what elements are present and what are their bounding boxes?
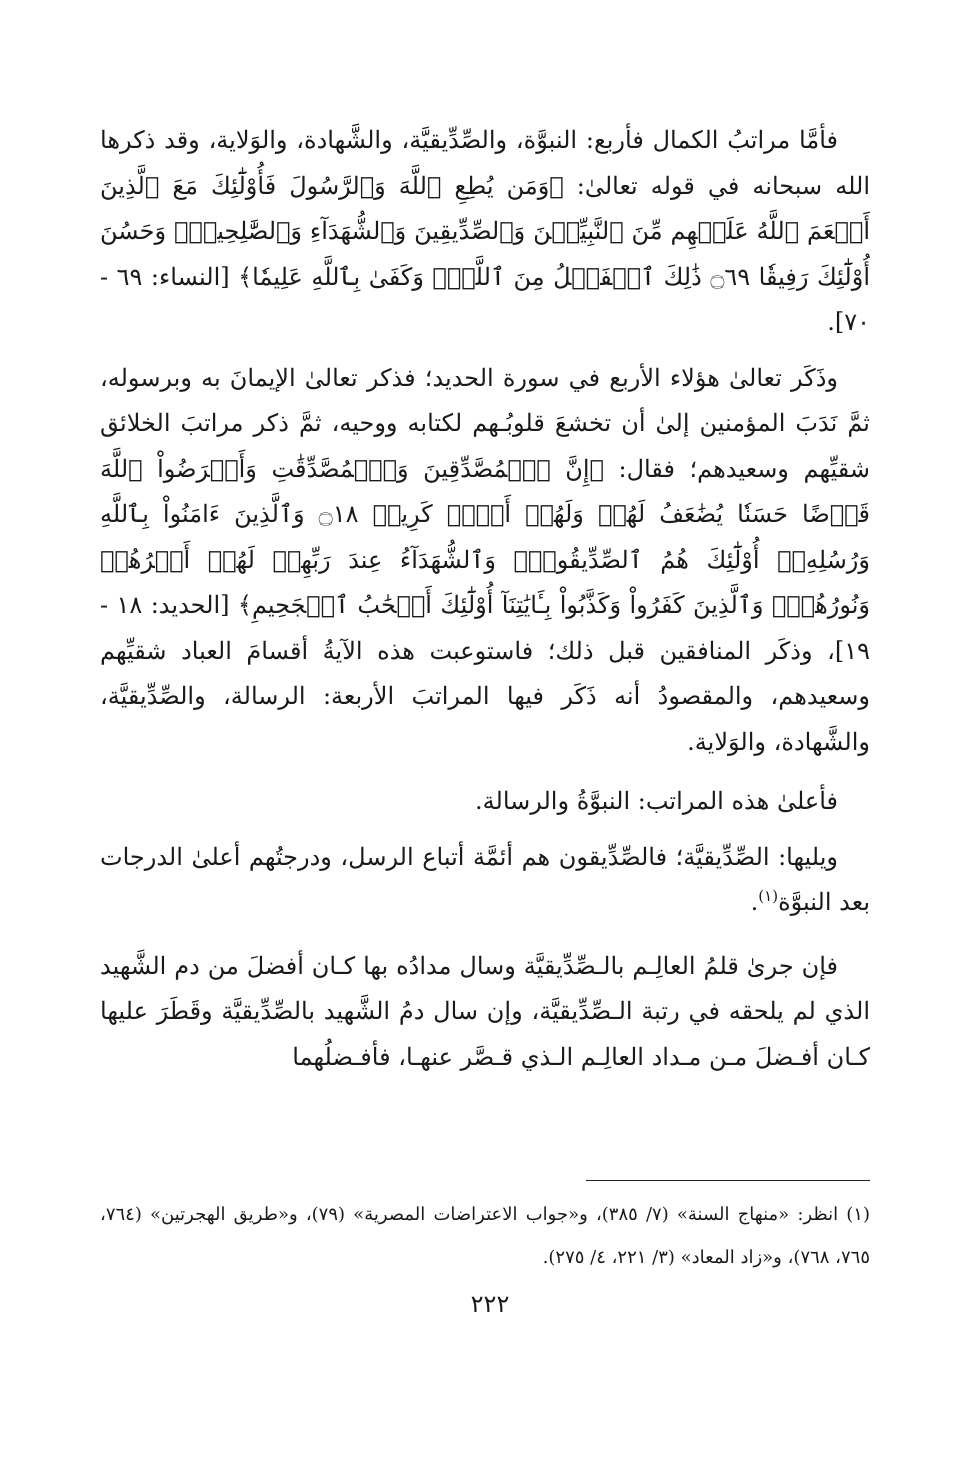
paragraph-siddiqiyya-end: . — [750, 888, 759, 916]
page-body — [100, 118, 870, 1080]
footnote-text: (١) انظر: «منهاج السنة» (٧/ ٣٨٥)، و«جواب الاعتراضات المصرية» (٧٩)، و«طريق الهجرتين» (٧٦٤، ٧٦٥، ٧٦٨)، و«زاد المعاد» (٣/ ٢٢١، ٤/ ٢٧٥). — [100, 1204, 870, 1268]
page-number: ٢٢٢ — [470, 1290, 510, 1318]
paragraph-highest-ranks: فأعلىٰ هذه المراتب: النبوَّةُ والرسالة. — [475, 787, 838, 815]
footnote-separator — [586, 1180, 870, 1181]
paragraph-scholar-ink: فإن جرىٰ قلمُ العالِـم بالـصِّدِّيقيَّة وسال مدادُه بها كـان أفضلَ من دم الشَّهيد الذي لم يلحقه في رتبة الـصِّدِّيقيَّة، وإن سال دمُ الشَّهيد بالصِّدِّيقيَّة وقَطَرَ عليها كـان أفـضلَ مـن مـداد العالِـم الـذي قـصَّر عنهـا، فأفـضلُهما — [100, 951, 870, 1071]
paragraph-surat-al-hadid: وذَكَر تعالىٰ هؤلاء الأربع في سورة الحديد؛ فذكر تعالىٰ الإيمانَ به وبرسوله، ثمَّ نَدَبَ المؤمنين إلىٰ أن تخشعَ قلوبُـهم لكتابه ووحيه، ثمَّ ذكر مراتبَ الخلائق شقيِّهم وسعيدهم؛ فقال: ﴿إِنَّ ٱلۡمُصَّدِّقِينَ وَٱلۡمُصَّدِّقَٰتِ وَأَقۡرَضُواْ ٱللَّهَ قَرۡضًا حَسَنٗا يُضَٰعَفُ لَهُمۡ وَلَهُمۡ أَجۡرٞ كَرِيمٞ ۝١٨ وَٱلَّذِينَ ءَامَنُواْ بِٱللَّهِ وَرُسُلِهِۦٓ أُوْلَٰٓئِكَ هُمُ ٱلصِّدِّيقُونَۖ وَٱلشُّهَدَآءُ عِندَ رَبِّهِمۡ لَهُمۡ أَجۡرُهُمۡ وَنُورُهُمۡۖ وَٱلَّذِينَ كَفَرُواْ وَكَذَّبُواْ بِـَٔايَٰتِنَآ أُوْلَٰٓئِكَ أَصۡحَٰبُ ٱلۡجَحِيمِ﴾ [الحديد: ١٨ - ١٩]، وذكَر المنافقين قبل ذلك؛ فاستوعبت هذه الآيةُ أقسامَ العباد شقيِّهم وسعيدهم، والمقصودُ أنه ذَكَر فيها المراتبَ الأربعة: الرسالة، والصِّدِّيقيَّة، والشَّهادة، والوَلاية. — [100, 363, 870, 756]
footnote-reference: (١) — [758, 887, 779, 905]
paragraph-siddiqiyya — [100, 835, 870, 926]
paragraph-siddiqiyya-text: ويليها: الصِّدِّيقيَّة؛ فالصِّدِّيقون هم أئمَّة أتباع الرسل، ودرجتُهم أعلىٰ الدرجات بعد النبوَّة — [100, 842, 870, 916]
paragraph-ranks-of-perfection: فأمَّا مراتبُ الكمال فأربع: النبوَّة، والصِّدِّيقيَّة، والشَّهادة، والوَلاية، وقد ذكرها الله سبحانه في قوله تعالىٰ: ﴿وَمَن يُطِعِ ٱللَّهَ وَٱلرَّسُولَ فَأُوْلَٰٓئِكَ مَعَ ٱلَّذِينَ أَنۡعَمَ ٱللَّهُ عَلَيۡهِم مِّنَ ٱلنَّبِيِّـۧنَ وَٱلصِّدِّيقِينَ وَٱلشُّهَدَآءِ وَٱلصَّٰلِحِينَۚ وَحَسُنَ أُوْلَٰٓئِكَ رَفِيقٗا ۝٦٩ ذَٰلِكَ ٱلۡفَضۡلُ مِنَ ٱللَّهِۚ وَكَفَىٰ بِٱللَّهِ عَلِيمٗا﴾ [النساء: ٦٩ - ٧٠]. — [100, 126, 870, 336]
